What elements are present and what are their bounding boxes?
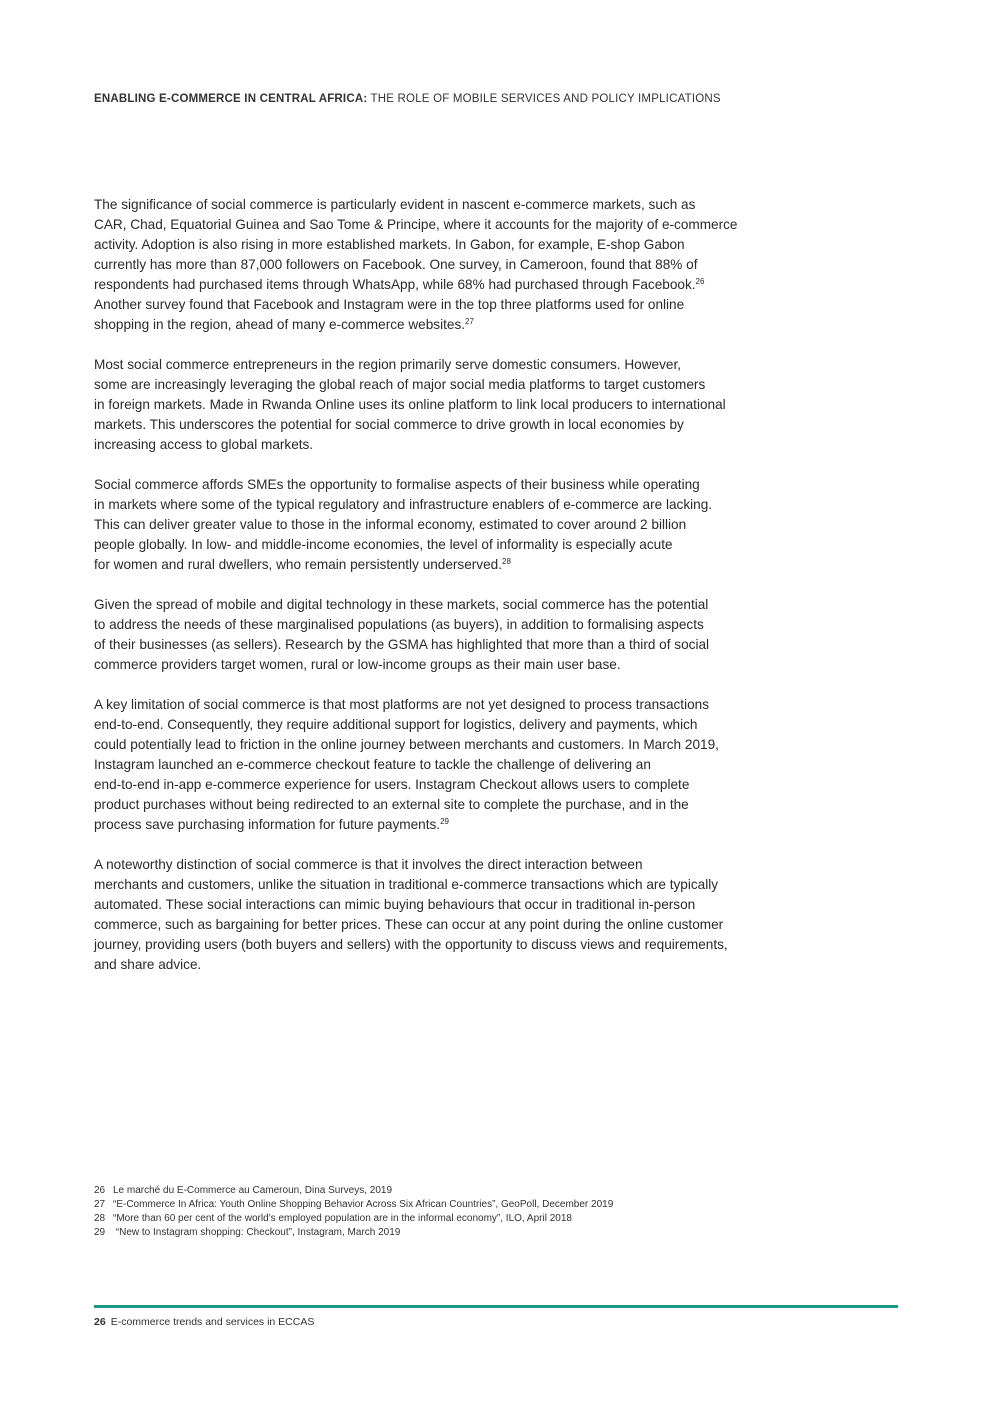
footnote-text: “New to Instagram shopping: Checkout”, Instagram, March 2019: [113, 1227, 401, 1238]
footnote-ref-28: 28: [502, 557, 511, 566]
text-line-with-footnote: [94, 555, 864, 575]
text-line: markets. This underscores the potential for social commerce to drive growth in local economies by: [94, 417, 684, 432]
text-line: could potentially lead to friction in the online journey between merchants and customers. In March 2019,: [94, 737, 719, 752]
text-line: end-to-end. Consequently, they require additional support for logistics, delivery and payments, which: [94, 717, 698, 732]
text-line: Given the spread of mobile and digital technology in these markets, social commerce has the potential: [94, 597, 709, 612]
footnote-number: 27: [94, 1199, 106, 1210]
text-line-with-footnote: [94, 815, 864, 835]
text-line: shopping in the region, ahead of many e-commerce websites.: [94, 317, 466, 332]
footnote-number: 29: [94, 1227, 106, 1238]
footer-section-title: E-commerce trends and services in ECCAS: [110, 1316, 315, 1328]
text-line: automated. These social interactions can mimic buying behaviours that occur in traditional in-person: [94, 897, 696, 912]
footnote-ref-27: 27: [465, 317, 474, 326]
body-text: [94, 195, 864, 995]
text-line: A noteworthy distinction of social commerce is that it involves the direct interaction between: [94, 857, 643, 872]
text-line: merchants and customers, unlike the situation in traditional e-commerce transactions which are typically: [94, 877, 719, 892]
text-line: CAR, Chad, Equatorial Guinea and Sao Tome & Principe, where it accounts for the majority of e-commerce: [94, 217, 738, 232]
paragraph-4: [94, 595, 864, 675]
text-line: commerce providers target women, rural or low-income groups as their main user base.: [94, 657, 621, 672]
footnote-ref-29: 29: [440, 817, 449, 826]
footnote-28: [94, 1212, 613, 1226]
text-line: This can deliver greater value to those in the informal economy, estimated to cover around 2 billion: [94, 517, 687, 532]
paragraph-2: [94, 355, 864, 455]
text-line: journey, providing users (both buyers and sellers) with the opportunity to discuss views and requirements,: [94, 937, 728, 952]
text-line: Social commerce affords SMEs the opportunity to formalise aspects of their business while operating: [94, 477, 700, 492]
footnote-26: [94, 1184, 613, 1198]
text-line: people globally. In low- and middle-income economies, the level of informality is especially acute: [94, 537, 673, 552]
text-line: of their businesses (as sellers). Research by the GSMA has highlighted that more than a third of social: [94, 637, 710, 652]
text-line: and share advice.: [94, 957, 202, 972]
paragraph-6: [94, 855, 864, 975]
text-line: currently has more than 87,000 followers on Facebook. One survey, in Cameroon, found that 88% of: [94, 257, 698, 272]
text-line: for women and rural dwellers, who remain persistently underserved.: [94, 557, 502, 572]
text-line: increasing access to global markets.: [94, 437, 314, 452]
text-line: to address the needs of these marginalised populations (as buyers), in addition to formalising aspects: [94, 617, 704, 632]
paragraph-1: [94, 195, 864, 335]
footnote-text: Le marché du E-Commerce au Cameroun, Dina Surveys, 2019: [113, 1185, 393, 1196]
running-header: [94, 93, 721, 105]
text-line: Another survey found that Facebook and Instagram were in the top three platforms used for online: [94, 297, 685, 312]
text-line: process save purchasing information for future payments.: [94, 817, 441, 832]
page-number: 26: [94, 1316, 106, 1328]
footnote-29: [94, 1226, 613, 1240]
text-line: end-to-end in-app e-commerce experience for users. Instagram Checkout allows users to complete: [94, 777, 690, 792]
text-line: in foreign markets. Made in Rwanda Online uses its online platform to link local producers to international: [94, 397, 726, 412]
footnote-ref-26: 26: [695, 277, 705, 286]
paragraph-3: [94, 475, 864, 575]
text-line: product purchases without being redirected to an external site to complete the purchase, and in the: [94, 797, 689, 812]
text-line-with-footnote: [94, 275, 864, 295]
text-line: Instagram launched an e-commerce checkout feature to tackle the challenge of delivering an: [94, 757, 651, 772]
text-line: The significance of social commerce is particularly evident in nascent e-commerce markets, such as: [94, 197, 696, 212]
text-line: commerce, such as bargaining for better prices. These can occur at any point during the online customer: [94, 917, 724, 932]
header-title-rest: THE ROLE OF MOBILE SERVICES AND POLICY IMPLICATIONS: [367, 93, 721, 105]
text-line: activity. Adoption is also rising in more established markets. In Gabon, for example, E-shop Gabon: [94, 237, 685, 252]
paragraph-5: [94, 695, 864, 835]
footnote-text: “E-Commerce In Africa: Youth Online Shopping Behavior Across Six African Countries”, GeoPoll, December 2019: [113, 1199, 614, 1210]
text-line: A key limitation of social commerce is that most platforms are not yet designed to process transactions: [94, 697, 710, 712]
footer-divider: [94, 1305, 898, 1308]
text-line: respondents had purchased items through WhatsApp, while 68% had purchased through Facebook.: [94, 277, 696, 292]
footnote-number: 26: [94, 1185, 106, 1196]
header-title-bold: ENABLING E-COMMERCE IN CENTRAL AFRICA:: [94, 93, 368, 105]
text-line-with-footnote: [94, 315, 864, 335]
footnote-27: [94, 1198, 613, 1212]
footnotes: [94, 1184, 613, 1240]
footnote-number: 28: [94, 1213, 106, 1224]
footnote-text: “More than 60 per cent of the world’s employed population are in the informal economy”, ILO, April 2018: [113, 1213, 572, 1224]
text-line: some are increasingly leveraging the global reach of major social media platforms to target customers: [94, 377, 706, 392]
text-line: in markets where some of the typical regulatory and infrastructure enablers of e-commerce are lacking.: [94, 497, 713, 512]
text-line: Most social commerce entrepreneurs in the region primarily serve domestic consumers. However,: [94, 357, 682, 372]
page-footer: [94, 1316, 314, 1328]
